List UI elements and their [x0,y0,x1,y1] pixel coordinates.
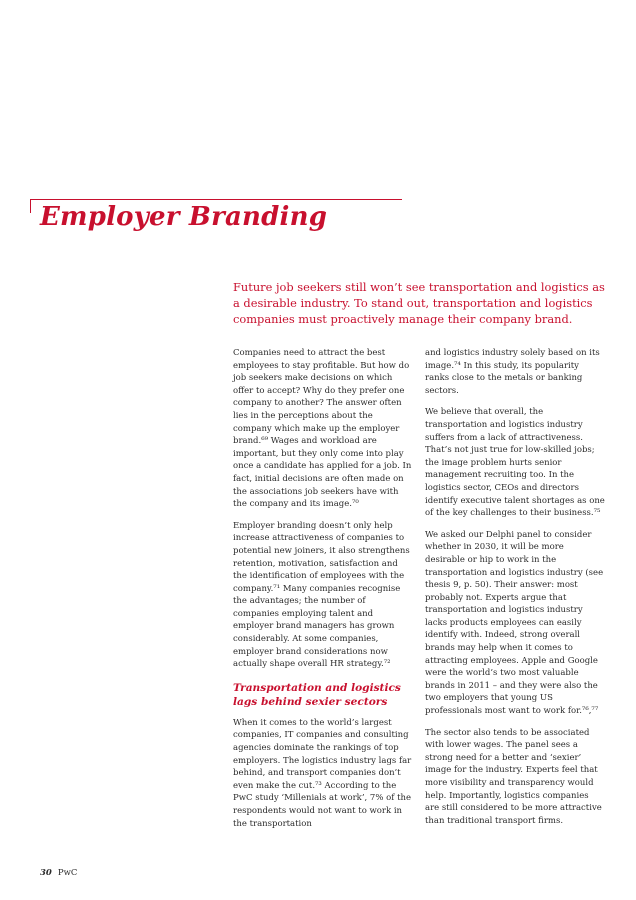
left-paragraph-3: When it comes to the world’s largest companies, IT companies and consulting agencies dominate the rankings of top employers. The logistics industry lags far behind, and transport companies don’t even make the cut.⁷³ According to the PwC study ‘Millenials at work’, 7% of the respondents would not want to work in the transportation [233,717,412,829]
right-paragraph-4: The sector also tends to be associated with lower wages. The panel sees a strong need for a better and ‘sexier’ image for the industry. Experts feel that more visibility and transparency would help. Importantly, logistics companies are still considered to be more attractive than traditional transport firms. [425,727,602,826]
left-column [233,347,413,839]
right-paragraph-1: and logistics industry solely based on its image.⁷⁴ In this study, its popularity ranks close to the metals or banking sectors. [425,348,600,396]
intro-paragraph: Future job seekers still won’t see transportation and logistics as a desirable industry. To stand out, transportation and logistics companies must proactively manage their company brand. [233,280,605,326]
right-column [425,347,605,836]
section-subheading: Transportation and logistics lags behind sexier sectors [233,681,401,709]
left-paragraph-1: Companies need to attract the best employees to stay profitable. But how do job seekers make decisions on which offer to accept? Why do they prefer one company to another? The answer often lies in the perceptions about the company which make up the employer brand.⁶⁹ Wages and workload are important, but they only come into play once a candidate has applied for a job. In fact, initial decisions are often made on the associations job seekers have with the company and its image.⁷⁰ [233,348,412,510]
title-rule-vertical [30,199,31,213]
left-paragraph-2: Employer branding doesn’t only help increase attractiveness of companies to potential new joiners, it also strengthens retention, motivation, satisfaction and the identification of employees with the company.⁷¹ Many companies recognise the advantages; the number of companies employing talent and employer brand managers has grown considerably. At some companies, employer brand considerations now actually shape overall HR strategy.⁷² [233,520,410,670]
footer-brand: PwC [57,868,78,878]
title-rule-horizontal [30,199,402,200]
page-footer [40,868,77,878]
right-paragraph-2: We believe that overall, the transportation and logistics industry suffers from a lack of attractiveness. That’s not just true for low-skilled jobs; the image problem hurts senior management recruiting too. In the logistics sector, CEOs and directors identify executive talent shortages as one of the key challenges to their business.⁷⁵ [425,407,605,519]
page-title: Employer Branding [40,202,328,232]
right-paragraph-3: We asked our Delphi panel to consider whether in 2030, it will be more desirable or hip to work in the transportation and logistics industry (see thesis 9, p. 50). Their answer: most probably not. Experts argue that transportation and logistics industry lacks products employees can easily identify with. Indeed, strong overall brands may help when it comes to attracting employees. Apple and Google were the world’s two most valuable brands in 2011 – and they were also the two employers that young US professionals most want to work for.⁷⁶,⁷⁷ [425,529,604,717]
page-number: 30 [40,868,52,878]
